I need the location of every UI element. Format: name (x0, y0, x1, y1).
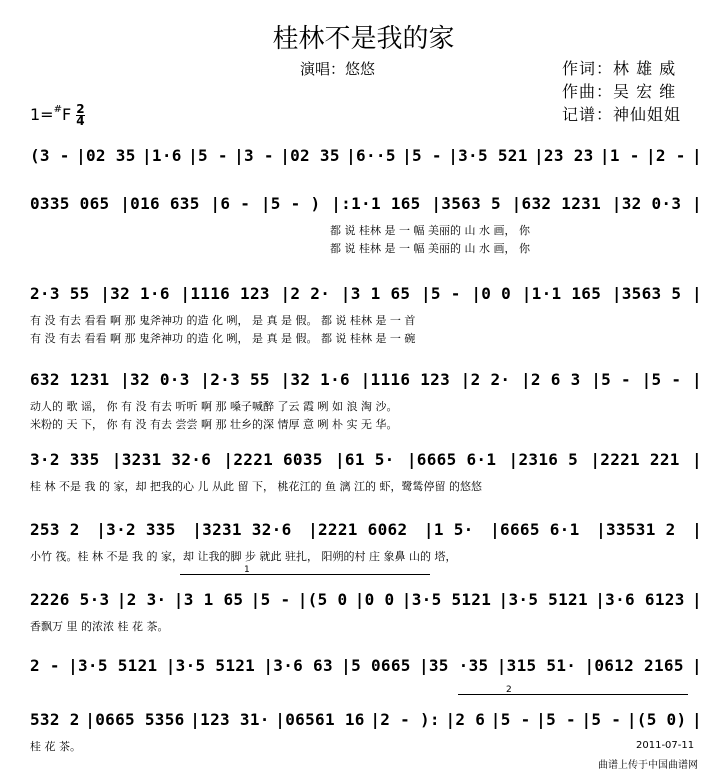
measure: | (691, 590, 702, 609)
time-bottom: 4 (76, 114, 85, 128)
footer-date: 2011-07-11 (636, 740, 695, 751)
measure: |6··5 (346, 146, 396, 165)
measure: | (692, 450, 702, 469)
measure: |5 - (581, 710, 622, 729)
key-signature (30, 104, 85, 127)
measure: |3 1 65 (340, 284, 411, 303)
measure: |33531 2 (596, 520, 676, 539)
measure: |1 - (599, 146, 640, 165)
measure: |5 - (641, 370, 682, 389)
measure: | (692, 710, 702, 729)
volta-1-marker: 1 (244, 565, 250, 575)
measure: |2 3· (116, 590, 167, 609)
lyrics-line: 桂 花 茶。 (30, 740, 81, 753)
measure: |2221 6062 (308, 520, 408, 539)
notation-line-4 (30, 370, 702, 389)
lyrics-line: 都 说 桂林 是 一 幅 美丽的 山 水 画， 你 (330, 224, 530, 237)
footer-site: 曲谱上传于中国曲谱网 (598, 760, 698, 771)
measure: |35 ·35 (418, 656, 489, 675)
measure: 3·2 335 (30, 450, 100, 469)
measure: |3·6 63 (263, 656, 333, 675)
lyrics-line: 香飘万 里 的浓浓 桂 花 茶。 (30, 620, 169, 633)
measure: |32 1·6 (280, 370, 350, 389)
slur-line (180, 574, 430, 575)
measure: |5 - ) (260, 194, 321, 213)
measure: |6 - (210, 194, 251, 213)
measure: |5 - (536, 710, 576, 729)
measure: |1·6 (142, 146, 182, 165)
notation-line-9 (30, 710, 702, 729)
key-sharp: # (53, 104, 62, 115)
measure: | (692, 656, 702, 675)
measure: |3563 5 (611, 284, 682, 303)
page-title: 桂林不是我的家 (272, 24, 455, 54)
measure: |2 6 3 (520, 370, 581, 389)
measure: |3 - (234, 146, 274, 165)
measure: |02 35 (280, 146, 340, 165)
measure: |3·5 5121 (498, 590, 588, 609)
measure: |2 - (645, 146, 686, 165)
measure: 2 - (30, 656, 60, 675)
measure: 0335 065 (30, 194, 110, 213)
measure: |5 0665 (341, 656, 411, 675)
measure: |2 2· (280, 284, 331, 303)
measure: |2221 6035 (223, 450, 323, 469)
measure: |32 0·3 (120, 370, 190, 389)
measure: |3·5 5121 (165, 656, 256, 675)
lyrics-line: 有 没 有去 看看 啊 那 鬼斧神功 的造 化 咧， 是 真 是 假。 都 说 桂林 是 一 首 (30, 314, 416, 327)
measure: |3231 32·6 (111, 450, 212, 469)
measure: | (692, 194, 702, 213)
measure: |(5 0) (626, 710, 687, 729)
measure: |3·2 335 (96, 520, 176, 539)
key-note: F (61, 105, 72, 124)
measure: |3·5 521 (448, 146, 528, 165)
measure: |3563 5 (431, 194, 501, 213)
measure: |5 - (402, 146, 442, 165)
measure: |5 - (250, 590, 291, 609)
measure: |1·1 165 (521, 284, 602, 303)
measure: |123 31· (190, 710, 270, 729)
notation-line-7 (30, 590, 702, 609)
lyrics-line: 小竹 筏。桂 林 不是 我 的 家，却 让我的脚 步 就此 驻扎， 阳朔的村 庄 象鼻 山的 塔， (30, 550, 457, 563)
measure: |23 23 (533, 146, 594, 165)
measure: |3·5 5121 (68, 656, 158, 675)
measure: | (691, 370, 702, 389)
lyrics-line: 桂 林 不是 我 的 家，却 把我的心 儿 从此 留 下， 桃花江的 鱼 漓 江的 虾，鹭鸶停留 的悠悠 (30, 480, 482, 493)
measure: |(5 0 (297, 590, 348, 609)
measure: | (691, 284, 702, 303)
measure: |0665 5356 (85, 710, 185, 729)
measure: |3 1 65 (173, 590, 244, 609)
measure: | (692, 520, 702, 539)
measure: |06561 16 (275, 710, 365, 729)
lyricist-credit: 作词：林 雄 威 (562, 59, 677, 78)
measure: |0 0 (471, 284, 512, 303)
measure: |1 5· (423, 520, 474, 539)
measure: |5 - (490, 710, 531, 729)
measure: |2·3 55 (200, 370, 270, 389)
measure: |2221 221 (590, 450, 680, 469)
key-prefix: 1= (30, 105, 54, 124)
measure: |5 - (420, 284, 461, 303)
measure: |32 0·3 (611, 194, 682, 213)
measure: |3231 32·6 (192, 520, 292, 539)
lyrics-line: 有 没 有去 看看 啊 那 鬼斧神功 的造 化 咧， 是 真 是 假。 都 说 桂林 是 一 碗 (30, 332, 416, 345)
measure: (3 - (30, 146, 70, 165)
measure: |02 35 (76, 146, 136, 165)
measure: |2 2· (460, 370, 511, 389)
measure: |1116 123 (360, 370, 451, 389)
measure: |32 1·6 (100, 284, 170, 303)
measure: |6665 6·1 (490, 520, 580, 539)
notation-line-1 (30, 146, 702, 165)
time-top: 2 (76, 102, 85, 116)
measure: |1116 123 (180, 284, 270, 303)
measure: 532 2 (30, 710, 80, 729)
measure: |61 5· (334, 450, 395, 469)
measure: |632 1231 (511, 194, 602, 213)
singer-credit: 演唱：悠悠 (300, 60, 376, 78)
slur-line (458, 694, 688, 695)
measure: |315 51· (496, 656, 577, 675)
measure: |5 - (188, 146, 228, 165)
time-signature (76, 104, 84, 127)
measure: |0612 2165 (584, 656, 684, 675)
measure: 2·3 55 (30, 284, 90, 303)
measure: |5 - (591, 370, 631, 389)
notation-line-6 (30, 520, 702, 539)
notation-line-8 (30, 656, 702, 675)
measure: 2226 5·3 (30, 590, 110, 609)
measure: |2316 5 (508, 450, 579, 469)
measure: |:1·1 165 (331, 194, 421, 213)
transcriber-credit: 记谱：神仙姐姐 (562, 105, 682, 124)
measure: |2 6 (445, 710, 486, 729)
notation-line-5 (30, 450, 702, 469)
measure: |0 0 (354, 590, 395, 609)
measure: |3·5 5121 (401, 590, 492, 609)
lyrics-line: 动人的 歌 谣， 你 有 没 有去 听听 啊 那 嗓子喊醉 了云 霞 咧 如 浪 淘 沙。 (30, 400, 398, 413)
measure: 253 2 (30, 520, 80, 539)
measure: |6665 6·1 (406, 450, 497, 469)
volta-2-marker: 2 (506, 685, 512, 695)
measure: 632 1231 (30, 370, 110, 389)
notation-line-3 (30, 284, 702, 303)
notation-line-2 (30, 194, 702, 213)
measure: |3·6 6123 (595, 590, 685, 609)
measure: | (692, 146, 702, 165)
measure: |016 635 (120, 194, 200, 213)
lyrics-line: 都 说 桂林 是 一 幅 美丽的 山 水 画， 你 (330, 242, 530, 255)
composer-credit: 作曲：吴 宏 维 (562, 82, 677, 101)
measure: |2 - ): (370, 710, 440, 729)
lyrics-line: 米粉的 天 下， 你 有 没 有去 尝尝 啊 那 壮乡的深 情厚 意 咧 朴 实 无 华。 (30, 418, 398, 431)
